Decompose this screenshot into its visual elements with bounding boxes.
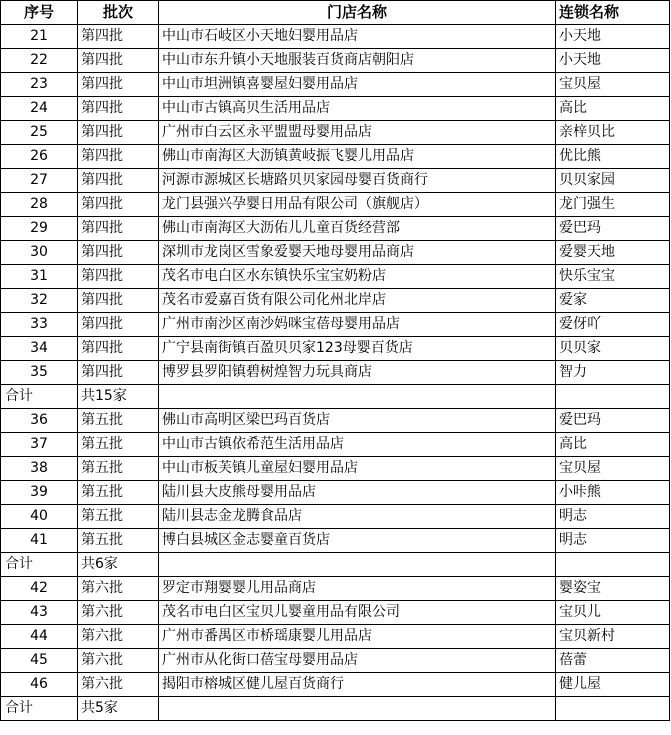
total-count: 共6家 (78, 553, 159, 577)
row-store-name: 中山市古镇高贝生活用品店 (159, 97, 556, 121)
table-row (1, 145, 670, 169)
row-batch: 第四批 (78, 241, 159, 265)
table-row (1, 289, 670, 313)
table-row (1, 673, 670, 697)
row-chain-name: 爱巴玛 (556, 409, 670, 433)
total-count: 共15家 (78, 385, 159, 409)
row-number: 40 (1, 505, 78, 529)
table-row (1, 193, 670, 217)
row-batch: 第四批 (78, 121, 159, 145)
table-row (1, 337, 670, 361)
row-chain-name: 小天地 (556, 25, 670, 49)
total-label: 合计 (1, 697, 78, 721)
row-batch: 第五批 (78, 529, 159, 553)
header-chain: 连锁名称 (556, 1, 670, 25)
row-chain-name: 贝贝家园 (556, 169, 670, 193)
row-batch: 第四批 (78, 73, 159, 97)
table-row (1, 649, 670, 673)
row-batch: 第五批 (78, 481, 159, 505)
row-store-name: 河源市源城区长塘路贝贝家园母婴百货商行 (159, 169, 556, 193)
row-number: 33 (1, 313, 78, 337)
row-number: 31 (1, 265, 78, 289)
total-row (1, 385, 670, 409)
row-store-name: 深圳市龙岗区雪象爱婴天地母婴用品商店 (159, 241, 556, 265)
row-chain-name: 亲梓贝比 (556, 121, 670, 145)
row-batch: 第五批 (78, 409, 159, 433)
row-batch: 第四批 (78, 145, 159, 169)
row-store-name: 茂名市爱嘉百货有限公司化州北岸店 (159, 289, 556, 313)
total-label: 合计 (1, 553, 78, 577)
row-batch: 第六批 (78, 649, 159, 673)
row-store-name: 中山市东升镇小天地服装百货商店朝阳店 (159, 49, 556, 73)
row-batch: 第六批 (78, 601, 159, 625)
row-batch: 第四批 (78, 289, 159, 313)
row-chain-name: 快乐宝宝 (556, 265, 670, 289)
table-row (1, 97, 670, 121)
row-store-name: 中山市石岐区小天地妇婴用品店 (159, 25, 556, 49)
empty-cell (556, 553, 670, 577)
empty-cell (159, 553, 556, 577)
table-row (1, 529, 670, 553)
row-chain-name: 蓓蕾 (556, 649, 670, 673)
table-row (1, 121, 670, 145)
table-row (1, 49, 670, 73)
row-chain-name: 爱婴天地 (556, 241, 670, 265)
row-store-name: 中山市板芙镇儿童屋妇婴用品店 (159, 457, 556, 481)
row-store-name: 龙门县强兴孕婴日用品有限公司（旗舰店） (159, 193, 556, 217)
row-chain-name: 宝贝新村 (556, 625, 670, 649)
row-number: 44 (1, 625, 78, 649)
row-chain-name: 宝贝屋 (556, 73, 670, 97)
row-number: 43 (1, 601, 78, 625)
row-batch: 第六批 (78, 577, 159, 601)
row-batch: 第四批 (78, 337, 159, 361)
table-header (1, 1, 670, 25)
row-number: 30 (1, 241, 78, 265)
row-batch: 第四批 (78, 169, 159, 193)
row-batch: 第四批 (78, 313, 159, 337)
table-row (1, 217, 670, 241)
row-chain-name: 小天地 (556, 49, 670, 73)
row-number: 22 (1, 49, 78, 73)
empty-cell (556, 697, 670, 721)
row-number: 32 (1, 289, 78, 313)
row-chain-name: 高比 (556, 433, 670, 457)
row-store-name: 广宁县南街镇百盈贝贝家123母婴百货店 (159, 337, 556, 361)
row-number: 46 (1, 673, 78, 697)
header-no: 序号 (1, 1, 78, 25)
row-chain-name: 智力 (556, 361, 670, 385)
table-row (1, 601, 670, 625)
row-batch: 第六批 (78, 673, 159, 697)
row-store-name: 佛山市南海区大沥佑儿儿童百货经营部 (159, 217, 556, 241)
table-row (1, 577, 670, 601)
row-store-name: 广州市南沙区南沙妈咪宝蓓母婴用品店 (159, 313, 556, 337)
table-row (1, 505, 670, 529)
row-chain-name: 贝贝家 (556, 337, 670, 361)
row-chain-name: 小咔熊 (556, 481, 670, 505)
table-row (1, 169, 670, 193)
row-chain-name: 爱巴玛 (556, 217, 670, 241)
row-number: 23 (1, 73, 78, 97)
row-store-name: 广州市番禺区市桥瑶康婴儿用品店 (159, 625, 556, 649)
table-row (1, 433, 670, 457)
table-row (1, 409, 670, 433)
table-row (1, 73, 670, 97)
table-row (1, 265, 670, 289)
row-number: 24 (1, 97, 78, 121)
row-store-name: 广州市从化街口蓓宝母婴用品店 (159, 649, 556, 673)
row-number: 25 (1, 121, 78, 145)
table-row (1, 241, 670, 265)
row-chain-name: 高比 (556, 97, 670, 121)
row-chain-name: 龙门强生 (556, 193, 670, 217)
row-store-name: 茂名市电白区宝贝儿婴童用品有限公司 (159, 601, 556, 625)
header-batch: 批次 (78, 1, 159, 25)
table-row (1, 361, 670, 385)
row-batch: 第四批 (78, 97, 159, 121)
row-store-name: 揭阳市榕城区健儿屋百货商行 (159, 673, 556, 697)
row-number: 35 (1, 361, 78, 385)
empty-cell (159, 385, 556, 409)
table-body (1, 25, 670, 721)
row-store-name: 茂名市电白区水东镇快乐宝宝奶粉店 (159, 265, 556, 289)
row-number: 27 (1, 169, 78, 193)
table-row (1, 457, 670, 481)
row-number: 37 (1, 433, 78, 457)
row-store-name: 佛山市南海区大沥镇黄岐振飞婴儿用品店 (159, 145, 556, 169)
table-row (1, 481, 670, 505)
total-row (1, 697, 670, 721)
row-chain-name: 宝贝屋 (556, 457, 670, 481)
row-number: 29 (1, 217, 78, 241)
row-store-name: 罗定市翔婴婴儿用品商店 (159, 577, 556, 601)
header-store: 门店名称 (159, 1, 556, 25)
total-row (1, 553, 670, 577)
total-label: 合计 (1, 385, 78, 409)
row-batch: 第四批 (78, 265, 159, 289)
row-chain-name: 爱家 (556, 289, 670, 313)
row-store-name: 中山市坦洲镇喜婴屋妇婴用品店 (159, 73, 556, 97)
row-batch: 第四批 (78, 25, 159, 49)
row-number: 34 (1, 337, 78, 361)
row-batch: 第四批 (78, 217, 159, 241)
total-count: 共5家 (78, 697, 159, 721)
row-number: 42 (1, 577, 78, 601)
row-batch: 第四批 (78, 361, 159, 385)
row-store-name: 佛山市高明区梁巴玛百货店 (159, 409, 556, 433)
row-number: 36 (1, 409, 78, 433)
row-chain-name: 明志 (556, 529, 670, 553)
row-number: 39 (1, 481, 78, 505)
row-chain-name: 爱伢吖 (556, 313, 670, 337)
row-number: 28 (1, 193, 78, 217)
row-chain-name: 婴姿宝 (556, 577, 670, 601)
row-number: 45 (1, 649, 78, 673)
row-store-name: 博罗县罗阳镇碧树煌智力玩具商店 (159, 361, 556, 385)
empty-cell (556, 385, 670, 409)
row-batch: 第五批 (78, 433, 159, 457)
table-row (1, 313, 670, 337)
row-batch: 第四批 (78, 193, 159, 217)
table-row (1, 625, 670, 649)
row-store-name: 陆川县大皮熊母婴用品店 (159, 481, 556, 505)
row-batch: 第五批 (78, 505, 159, 529)
row-store-name: 广州市白云区永平盟盟母婴用品店 (159, 121, 556, 145)
table-row (1, 25, 670, 49)
row-number: 21 (1, 25, 78, 49)
row-batch: 第六批 (78, 625, 159, 649)
row-number: 26 (1, 145, 78, 169)
empty-cell (159, 697, 556, 721)
header-row (1, 1, 670, 25)
row-store-name: 中山市古镇依希范生活用品店 (159, 433, 556, 457)
row-batch: 第五批 (78, 457, 159, 481)
row-chain-name: 明志 (556, 505, 670, 529)
row-store-name: 博白县城区金志婴童百货店 (159, 529, 556, 553)
row-chain-name: 优比熊 (556, 145, 670, 169)
row-number: 38 (1, 457, 78, 481)
row-chain-name: 健儿屋 (556, 673, 670, 697)
row-store-name: 陆川县志金龙腾食品店 (159, 505, 556, 529)
row-number: 41 (1, 529, 78, 553)
row-batch: 第四批 (78, 49, 159, 73)
row-chain-name: 宝贝儿 (556, 601, 670, 625)
